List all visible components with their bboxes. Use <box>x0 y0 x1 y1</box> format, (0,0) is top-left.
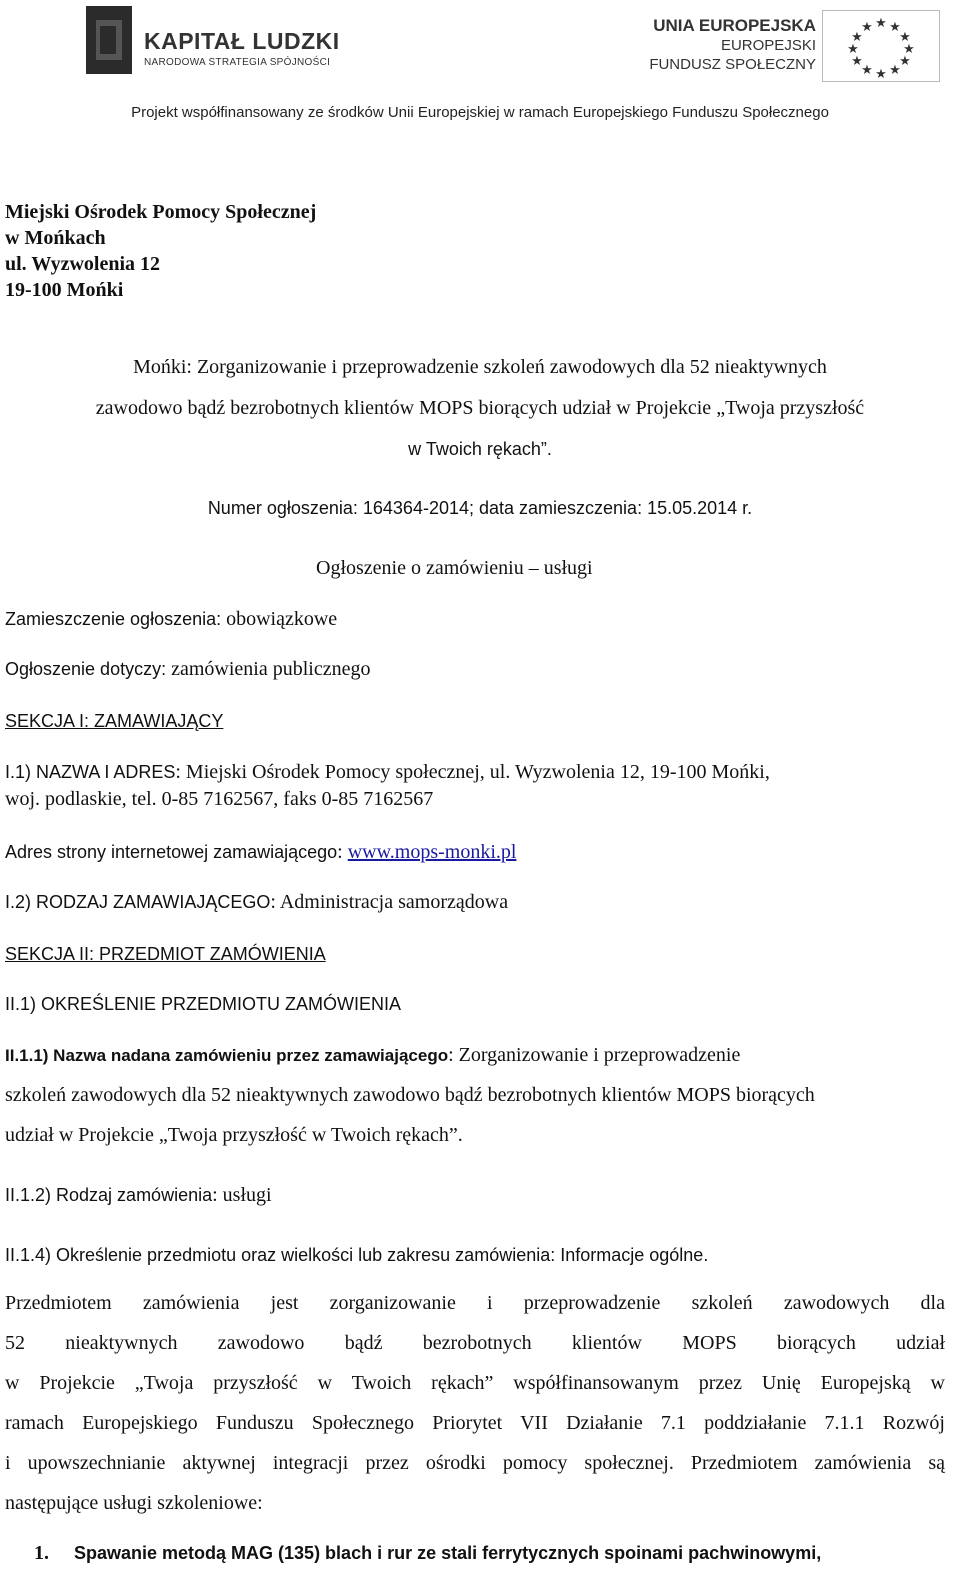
address-line: 19-100 Mońki <box>5 279 124 301</box>
ii12-value: : usługi <box>212 1184 272 1206</box>
section-1-heading: SEKCJA I: ZAMAWIAJĄCY <box>5 711 224 731</box>
website-link[interactable]: www.mops-monki.pl <box>347 841 517 863</box>
placement-line <box>5 607 337 632</box>
i1-text: : Miejski Ośrodek Pomocy społecznej, ul. Wyzwolenia 12, 19-100 Mońki, <box>175 761 770 783</box>
title-line: w Twoich rękach”. <box>408 439 552 459</box>
placement-value: obowiązkowe <box>221 608 338 630</box>
svg-text:★: ★ <box>875 16 887 31</box>
eu-line3: FUNDUSZ SPOŁECZNY <box>649 56 816 73</box>
ii11-text-line2: szkoleń zawodowych dla 52 nieaktywnych zawodowo bądź bezrobotnych klientów MOPS biorących <box>5 1084 815 1106</box>
website-line <box>5 840 516 865</box>
ii11-label: II.1.1) Nazwa nadana zamówieniu przez zamawiającego <box>5 1046 449 1065</box>
svg-text:★: ★ <box>899 54 911 69</box>
i2-label: I.2) RODZAJ ZAMAWIAJĄCEGO <box>5 892 271 912</box>
recipient-address <box>5 199 316 303</box>
kapital-ludzki-title: KAPITAŁ LUDZKI <box>144 28 340 54</box>
description-line: w Projekcie „Twoja przyszłość w Twoich rękach” współfinansowanym przez Unię Europejską w <box>5 1372 945 1394</box>
ii1-heading: II.1) OKREŚLENIE PRZEDMIOTU ZAMÓWIENIA <box>5 994 402 1014</box>
svg-text:★: ★ <box>851 30 863 45</box>
ii11-text-line3: udział w Projekcie „Twoja przyszłość w Twoich rękach”. <box>5 1124 463 1146</box>
ii11-line <box>5 1043 945 1068</box>
svg-text:★: ★ <box>861 20 873 35</box>
address-line: ul. Wyzwolenia 12 <box>5 253 161 275</box>
description-line: Przedmiotem zamówienia jest zorganizowanie i przeprowadzenie szkoleń zawodowych dla <box>5 1292 945 1314</box>
i1-label: I.1) NAZWA I ADRES <box>5 762 176 782</box>
website-colon: : <box>337 841 348 863</box>
placement-label: Zamieszczenie ogłoszenia: <box>5 609 222 629</box>
notice-number: Numer ogłoszenia: 164364-2014; data zamieszczenia: 15.05.2014 r. <box>207 498 753 518</box>
eu-line2: EUROPEJSKI <box>720 37 816 54</box>
svg-text:★: ★ <box>851 54 863 69</box>
svg-text:★: ★ <box>889 63 901 78</box>
i2-value: : Administracja samorządowa <box>270 891 509 913</box>
kapital-ludzki-subtitle: NARODOWA STRATEGIA SPÓJNOŚCI <box>144 57 331 68</box>
kapital-ludzki-emblem-icon <box>86 6 132 74</box>
svg-text:★: ★ <box>847 42 859 57</box>
eu-logo <box>640 10 940 86</box>
i2-line <box>5 890 508 915</box>
list-item-text: Spawanie metodą MAG (135) blach i rur ze stali ferrytycznych spoinami pachwinowymi, <box>74 1543 822 1563</box>
website-label: Adres strony internetowej zamawiającego <box>5 842 338 862</box>
concerns-value: zamówienia publicznego <box>166 658 371 680</box>
title-line: zawodowo bądź bezrobotnych klientów MOPS biorących udział w Projekcie „Twoja przyszłość <box>95 397 865 419</box>
kapital-ludzki-logo <box>86 6 376 80</box>
ii14-heading: II.1.4) Określenie przedmiotu oraz wielkości lub zakresu zamówienia: Informacje ogólne. <box>5 1245 709 1265</box>
list-item <box>34 1541 821 1566</box>
description-line: i upowszechnianie aktywnej integracji przez ośrodki pomocy społecznej. Przedmiotem zamówienia są <box>5 1452 945 1474</box>
svg-text:★: ★ <box>875 67 887 81</box>
description-line: następujące usługi szkoleniowe: <box>5 1492 263 1514</box>
ii12-label: II.1.2) Rodzaj zamówienia <box>5 1185 213 1205</box>
title-line: Mońki: Zorganizowanie i przeprowadzenie szkoleń zawodowych dla 52 nieaktywnych <box>133 356 827 378</box>
svg-text:★: ★ <box>861 63 873 78</box>
description-line: 52 nieaktywnych zawodowo bądź bezrobotnych klientów MOPS biorących udział <box>5 1332 945 1354</box>
cofinancing-note: Projekt współfinansowany ze środków Unii Europejskiej w ramach Europejskiego Funduszu Społecznego <box>131 104 829 121</box>
notice-type: Ogłoszenie o zamówieniu – usługi <box>316 557 593 579</box>
list-item-number: 1. <box>34 1542 49 1564</box>
i1-text-line2: woj. podlaskie, tel. 0-85 7162567, faks 0-85 7162567 <box>5 788 434 810</box>
concerns-line <box>5 657 370 682</box>
svg-text:★: ★ <box>899 30 911 45</box>
eu-flag-icon <box>822 10 940 82</box>
i1-line <box>5 760 770 785</box>
eu-line1: UNIA EUROPEJSKA <box>653 16 816 35</box>
ii11-text: : Zorganizowanie i przeprowadzenie <box>448 1044 741 1066</box>
description-paragraph <box>5 1283 945 1523</box>
ii12-line <box>5 1183 272 1208</box>
address-line: w Mońkach <box>5 227 106 249</box>
svg-text:★: ★ <box>903 42 915 57</box>
svg-text:★: ★ <box>889 20 901 35</box>
section-2-heading: SEKCJA II: PRZEDMIOT ZAMÓWIENIA <box>5 944 326 964</box>
address-line: Miejski Ośrodek Pomocy Społecznej <box>5 201 317 223</box>
concerns-label: Ogłoszenie dotyczy: <box>5 659 167 679</box>
description-line: ramach Europejskiego Funduszu Społecznego Priorytet VII Działanie 7.1 poddziałanie 7.1.1 Rozwój <box>5 1412 945 1434</box>
